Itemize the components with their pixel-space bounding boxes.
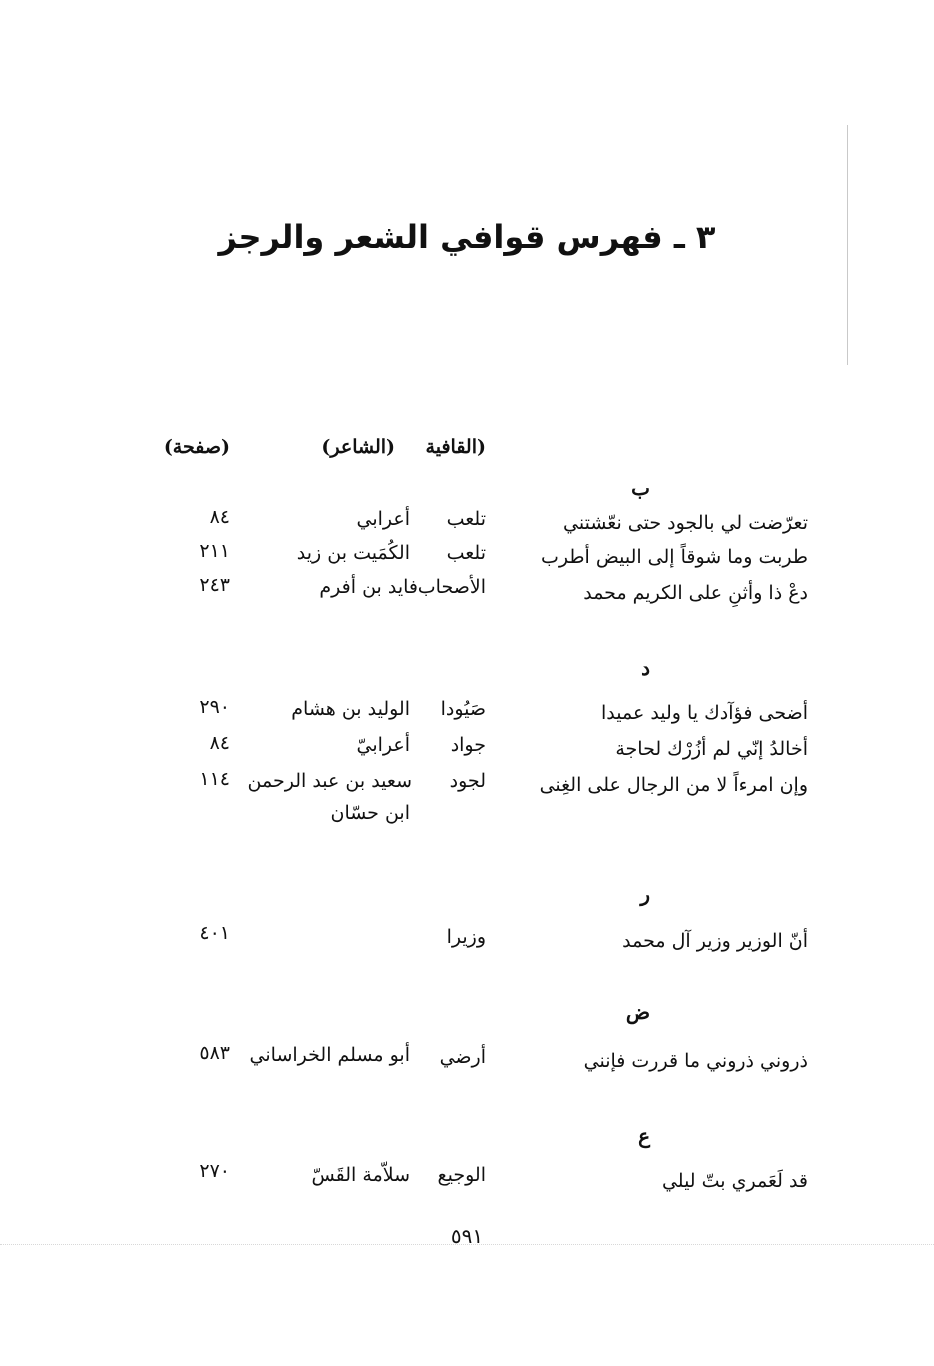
poet: الكُمَيت بن زيد: [296, 542, 410, 564]
page-ref: ٢٩٠: [199, 696, 230, 718]
verse: قد لَعَمري بتّ ليلي: [661, 1170, 808, 1192]
page-ref: ٢٧٠: [199, 1160, 230, 1182]
section-letter: ض: [625, 1000, 650, 1024]
verse: دعْ ذا وأثنِ على الكريم محمد: [583, 582, 808, 604]
poet: سلاّمة القَسّ: [311, 1164, 410, 1186]
page-ref: ٨٤: [209, 506, 230, 528]
verse: أنّ الوزير وزير آل محمد: [622, 930, 808, 952]
verse: أخالدُ إنّي لم أزُرْك لحاجة: [615, 738, 808, 760]
verse: طربت وما شوقاً إلى البيض أطرب: [541, 546, 808, 568]
page-ref: ٨٤: [209, 732, 230, 754]
rhyme: وزيرا: [446, 926, 486, 948]
header-rhyme: (القافية: [425, 436, 486, 458]
rhyme: أرضي: [439, 1046, 486, 1068]
section-letter: ع: [638, 1124, 650, 1148]
rhyme: صَيُودا: [440, 698, 486, 720]
section-letter: ر: [640, 882, 650, 906]
poet: أبو مسلم الخراساني: [249, 1044, 410, 1066]
verse: تعرّضت لي بالجود حتى نعّشتني: [563, 512, 808, 534]
poet: أعرابيّ: [356, 734, 410, 756]
section-letter: ب: [631, 476, 650, 500]
rhyme: الوجيع: [437, 1164, 486, 1186]
header-page: (صفحة): [163, 436, 230, 458]
verse: ذروني ذروني ما قررت فإنني: [583, 1050, 808, 1072]
poet-continued: ابن حسّان: [330, 802, 410, 824]
verse: أضحى فؤآدك يا وليد عميدا: [600, 702, 808, 724]
rhyme: الأصحاب: [417, 576, 486, 598]
page-ref: ٤٠١: [199, 922, 230, 944]
rhyme: تلعب: [446, 542, 486, 564]
rhyme: جواد: [450, 734, 486, 756]
page-title: ٣ ـ فهرس قوافي الشعر والرجز: [218, 218, 716, 256]
header-poet: (الشاعر): [321, 436, 395, 458]
verse: وإن امرءاً لا من الرجال على الغِنى: [539, 774, 808, 796]
poet: سعيد بن عبد الرحمن: [247, 770, 412, 792]
poet: فايد بن أفرم: [319, 576, 418, 598]
poet: أعرابي: [356, 508, 410, 530]
page-ref: ٥٨٣: [199, 1042, 230, 1064]
page-number: ٥٩١: [450, 1224, 484, 1248]
rhyme: تلعب: [446, 508, 486, 530]
rhyme: لجود: [449, 770, 486, 792]
poet: الوليد بن هشام: [291, 698, 410, 720]
page-ref: ١١٤: [199, 768, 230, 790]
page-ref: ٢١١: [199, 540, 230, 562]
section-letter: د: [641, 656, 650, 680]
page-ref: ٢٤٣: [199, 574, 230, 596]
